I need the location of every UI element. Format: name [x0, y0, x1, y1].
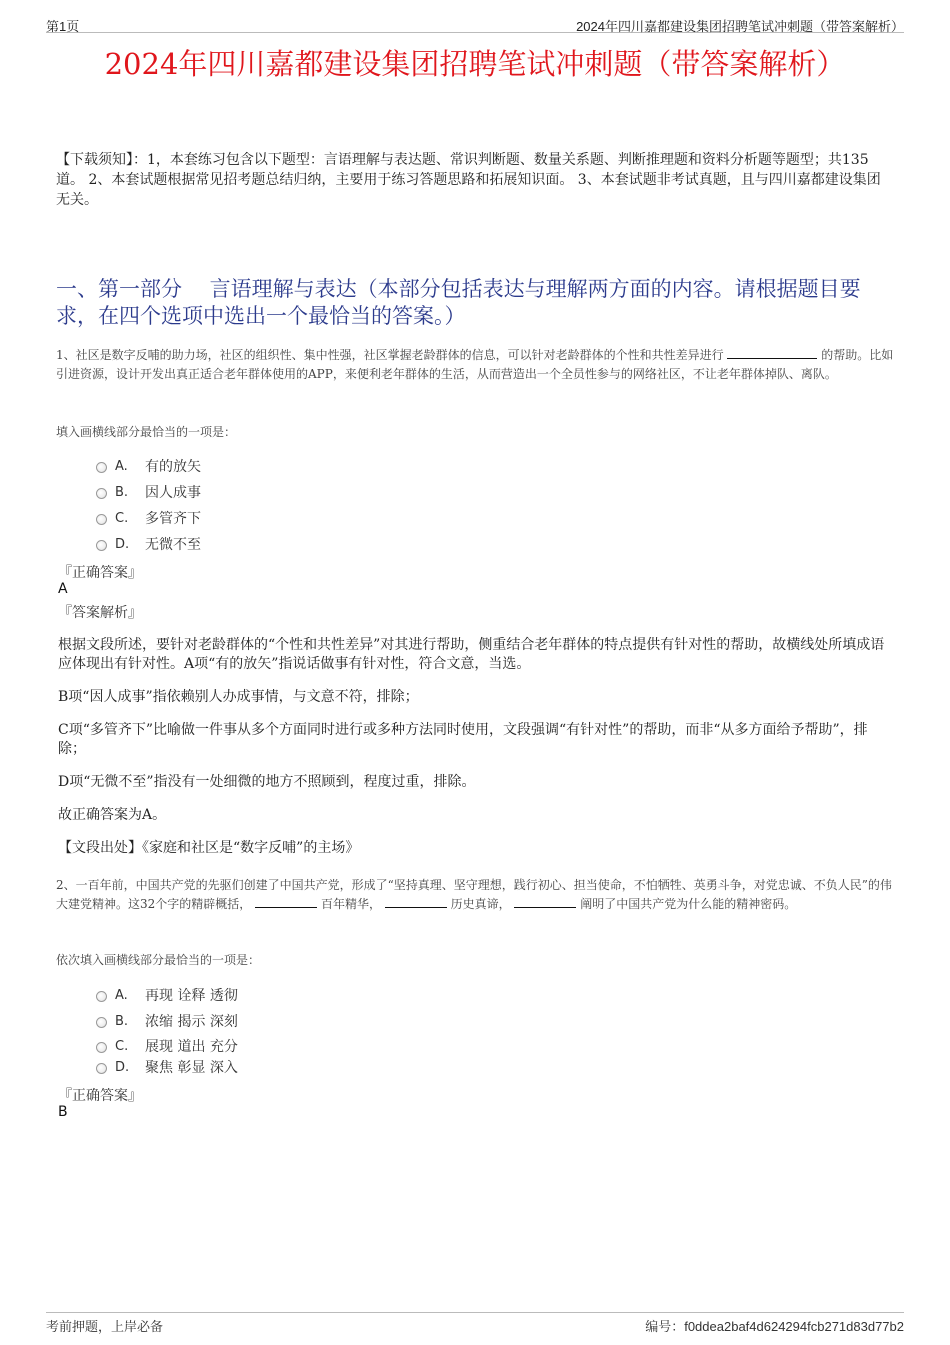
analysis-label: 『答案解析』 — [58, 605, 142, 621]
question-2-text-c: 历史真谛， — [450, 897, 511, 911]
fill-blank — [385, 895, 447, 908]
question-2-stem — [56, 876, 896, 914]
option-letter: D. — [115, 536, 130, 552]
radio-icon[interactable] — [96, 514, 107, 525]
option-letter: A. — [115, 987, 128, 1003]
page-number: 第1页 — [46, 19, 80, 34]
option-text: 无微不至 — [145, 537, 201, 553]
question-2-option-a[interactable] — [96, 985, 238, 1005]
download-notice: 【下载须知】：1，本套练习包含以下题型：言语理解与表达题、常识判断题、数量关系题、判断推理题和资料分析题等题型；共135道。 2、本套试题根据常见招考题总结归纳，主要用于练习答题思路和拓展知识面。 3、本套试题非考试真题，且与四川嘉都建设集团无关。 — [56, 152, 881, 208]
page-footer — [46, 1312, 904, 1334]
question-2-text-b: 百年精华， — [320, 897, 381, 911]
question-1-option-a[interactable] — [96, 456, 201, 476]
radio-icon[interactable] — [96, 540, 107, 551]
question-2-prompt: 依次填入画横线部分最恰当的一项是： — [56, 953, 261, 967]
question-1-option-d[interactable] — [96, 534, 201, 554]
correct-answer: A — [58, 581, 68, 597]
question-2-text-a: 2、一百年前，中国共产党的先驱们创建了中国共产党，形成了“坚持真理、坚守理想，践行初心、担当使命，不怕牺牲、英勇斗争，对党忠诚、不负人民”的伟大建党精神。这32个字的精辟概括， — [56, 878, 892, 911]
radio-icon[interactable] — [96, 488, 107, 499]
fill-blank — [727, 346, 817, 359]
correct-answer: B — [58, 1104, 68, 1120]
option-letter: A. — [115, 458, 128, 474]
analysis-conclusion: 故正确答案为A。 — [58, 807, 167, 823]
question-1-prompt: 填入画横线部分最恰当的一项是： — [56, 425, 237, 439]
question-1-text-b: 的帮助。比如引进资源，设计开发出真正适合老年群体使用的APP，来便利老年群体的生活，从而营造出一个全员性参与的网络社区，不让老年群体掉队、离队。 — [56, 348, 894, 381]
analysis-paragraph: 根据文段所述，要针对老龄群体的“个性和共性差异”对其进行帮助，侧重结合老年群体的特点提供有针对性的帮助，故横线处所填成语应体现出有针对性。A项“有的放矢”指说话做事有针对性，符合文意，当选。 — [58, 637, 885, 672]
option-letter: B. — [115, 1013, 129, 1029]
fill-blank — [255, 895, 317, 908]
radio-icon[interactable] — [96, 1063, 107, 1074]
correct-answer-label: 『正确答案』 — [58, 1088, 142, 1104]
option-text: 展现 道出 充分 — [145, 1039, 238, 1055]
option-text: 有的放矢 — [145, 459, 201, 475]
question-2-option-b[interactable] — [96, 1011, 238, 1031]
option-text: 聚焦 彰显 深入 — [145, 1060, 238, 1076]
radio-icon[interactable] — [96, 1017, 107, 1028]
option-text: 多管齐下 — [145, 511, 201, 527]
question-2-option-c[interactable] — [96, 1036, 238, 1056]
option-text: 浓缩 揭示 深刻 — [145, 1014, 238, 1030]
radio-icon[interactable] — [96, 991, 107, 1002]
question-1-option-c[interactable] — [96, 508, 201, 528]
question-1-option-b[interactable] — [96, 482, 201, 502]
option-letter: D. — [115, 1059, 130, 1075]
question-1-stem — [56, 346, 896, 384]
footer-slogan: 考前押题，上岸必备 — [46, 1319, 164, 1334]
radio-icon[interactable] — [96, 1042, 107, 1053]
footer-code: 编号：f0ddea2baf4d624294fcb271d83d77b2 — [645, 1319, 904, 1334]
correct-answer-label: 『正确答案』 — [58, 565, 142, 581]
document-title: 2024年四川嘉都建设集团招聘笔试冲刺题（带答案解析） — [104, 47, 846, 81]
option-letter: C. — [115, 510, 129, 526]
question-2-option-d[interactable] — [96, 1057, 238, 1077]
option-letter: C. — [115, 1038, 129, 1054]
analysis-paragraph: D项“无微不至”指没有一处细微的地方不照顾到，程度过重，排除。 — [58, 774, 476, 790]
radio-icon[interactable] — [96, 462, 107, 473]
page-header — [46, 14, 904, 33]
question-1-text-a: 1、社区是数字反哺的助力场，社区的组织性、集中性强，社区掌握老龄群体的信息，可以针对老龄群体的个性和共性差异进行 — [56, 348, 724, 362]
header-doc-title: 2024年四川嘉都建设集团招聘笔试冲刺题（带答案解析） — [576, 19, 904, 34]
option-text: 因人成事 — [145, 485, 201, 501]
analysis-paragraph: B项“因人成事”指依赖别人办成事情，与文意不符，排除； — [58, 689, 419, 705]
section-heading: 一、第一部分 言语理解与表达（本部分包括表达与理解两方面的内容。请根据题目要求，在四个选项中选出一个最恰当的答案。） — [56, 277, 861, 328]
option-letter: B. — [115, 484, 129, 500]
passage-source: 【文段出处】《家庭和社区是“数字反哺”的主场》 — [58, 840, 360, 856]
analysis-paragraph: C项“多管齐下”比喻做一件事从多个方面同时进行或多种方法同时使用，文段强调“有针对性”的帮助，而非“从多方面给予帮助”，排除； — [58, 722, 868, 757]
option-text: 再现 诠释 透彻 — [145, 988, 238, 1004]
question-2-text-d: 阐明了中国共产党为什么能的精神密码。 — [580, 897, 797, 911]
fill-blank — [514, 895, 576, 908]
